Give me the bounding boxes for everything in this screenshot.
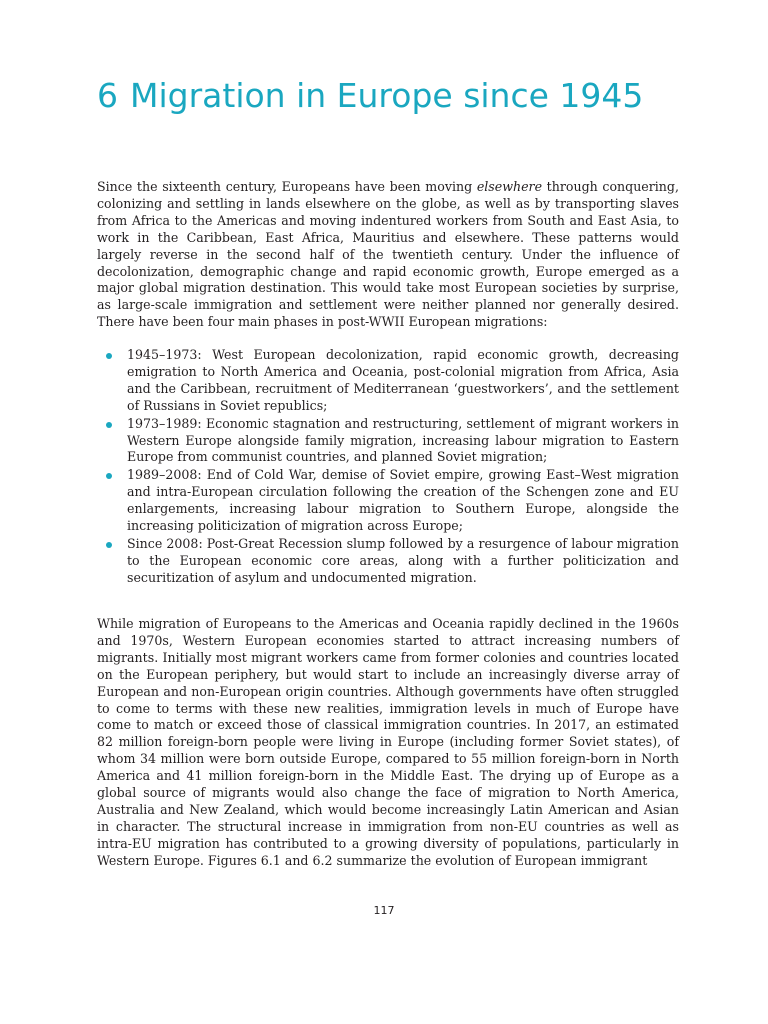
list-item-text: 1989–2008: End of Cold War, demise of Soviet empire, growing East–West migration and intra-European circulation following the creation of the Schengen zone and EU enlargements, increasing labour migration to Southern Europe, alongside the increasing politicization of migration across Europe; (127, 467, 679, 534)
list-item-text: 1973–1989: Economic stagnation and restructuring, settlement of migrant workers in Western Europe alongside family migration, increasing labour migration to Eastern Europe from communist countries, and planned Soviet migration; (127, 415, 679, 465)
chapter-number: 6 (97, 76, 118, 115)
chapter-title (97, 76, 643, 116)
intro-paragraph (97, 179, 679, 331)
intro-text-start: Since the sixteenth century, Europeans have been moving (97, 179, 477, 194)
chapter-title-text: Migration in Europe since 1945 (130, 76, 644, 115)
intro-emphasis: elsewhere (476, 179, 543, 194)
list-item (97, 467, 679, 535)
body-text: While migration of Europeans to the Americas and Oceania rapidly declined in the 1960s and 1970s, Western European economies started to attract increasing numbers of migrants. Initially most migrant workers came from former colonies and countries located on the European periphery, but would start to include an increasingly diverse array of European and non-European origin countries. Although governments have often struggled to come to terms with these new realities, immigration levels in much of Europe have come to match or exceed those of classical immigration countries. In 2017, an estimated 82 million foreign-born people were living in Europe (including former Soviet states), of whom 34 million were born outside Europe, compared to 55 million foreign-born in North America and 41 million foreign-born in the Middle East. The drying up of Europe as a global source of migrants would also change the face of migration to North America, Australia and New Zealand, which would become increasingly Latin American and Asian in character. The structural increase in immigration from non-EU countries as well as intra-EU migration has contributed to a growing diversity of populations, particularly in Western Europe. Figures 6.1 and 6.2 summarize the evolution of European immigrant (97, 616, 679, 868)
list-item (97, 416, 679, 467)
page-number: 117 (373, 904, 395, 917)
list-item-text: Since 2008: Post-Great Recession slump followed by a resurgence of labour migration to the European economic core areas, along with a further politicization and securitization of asylum and undocumented migration. (127, 535, 679, 585)
list-item (97, 347, 679, 415)
bullet-icon (106, 422, 112, 428)
bullet-icon (106, 473, 112, 479)
list-item (97, 536, 679, 587)
list-item-text: 1945–1973: West European decolonization, rapid economic growth, decreasing emigration to North America and Oceania, post-colonial migration from Africa, Asia and the Caribbean, recruitment of Mediterranean ‘guestworkers’, and the settlement of Russians in Soviet republics; (127, 347, 679, 413)
bullet-icon (106, 353, 112, 359)
bullet-icon (106, 542, 112, 548)
intro-text-end: through conquering, colonizing and settling in lands elsewhere on the globe, as well as by transporting slaves from Africa to the Americas and moving indentured workers from South and East Asia, to work in the Caribbean, East Africa, Mauritius and elsewhere. These patterns would largely reverse in the second half of the twentieth century. Under the influence of decolonization, demographic change and rapid economic growth, Europe emerged as a major global migration destination. This would take most European societies by surprise, as large-scale immigration and settlement were neither planned nor generally desired. There have been four main phases in post-WWII European migrations: (97, 179, 679, 330)
body-paragraph (97, 616, 679, 870)
migration-phases-list (97, 347, 679, 588)
